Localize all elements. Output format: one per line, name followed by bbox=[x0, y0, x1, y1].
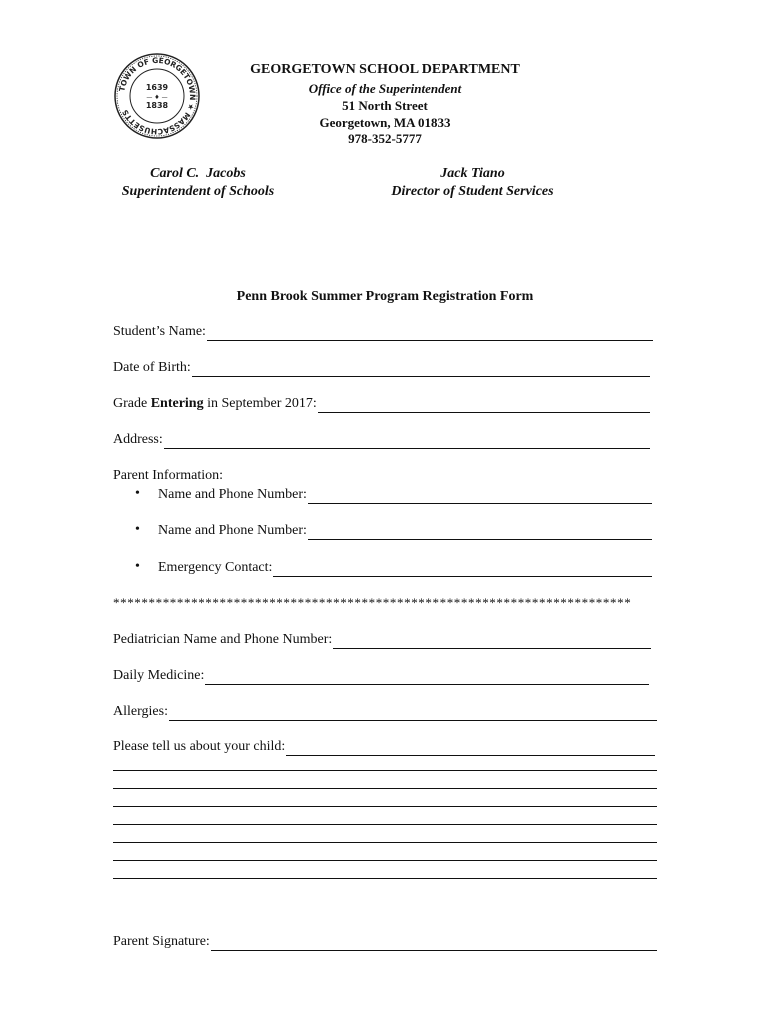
parent-signature-label: Parent Signature: bbox=[113, 934, 210, 949]
form-title: Penn Brook Summer Program Registration Form bbox=[236, 289, 534, 304]
parent-info-heading: Parent Information: bbox=[113, 468, 224, 483]
about-child-line[interactable] bbox=[113, 770, 657, 771]
daily-medicine-field[interactable] bbox=[113, 667, 649, 685]
parent-1-label: Name and Phone Number: bbox=[158, 487, 307, 502]
superintendent-title: Superintendent of Schools bbox=[121, 184, 275, 199]
daily-medicine-line[interactable] bbox=[205, 670, 649, 685]
parent-2-line[interactable] bbox=[308, 525, 652, 540]
bullet-icon: • bbox=[135, 559, 140, 574]
about-child-line[interactable] bbox=[113, 788, 657, 789]
dob-line[interactable] bbox=[192, 362, 650, 377]
student-name-line[interactable] bbox=[207, 326, 653, 341]
parent-2-label: Name and Phone Number: bbox=[158, 523, 307, 538]
about-child-line[interactable] bbox=[113, 842, 657, 843]
address-label: Address: bbox=[113, 432, 163, 447]
allergies-label: Allergies: bbox=[113, 704, 168, 719]
allergies-line[interactable] bbox=[169, 706, 657, 721]
grade-label: Grade Entering in September 2017: bbox=[113, 396, 317, 411]
superintendent-name: Carol C. Jacobs bbox=[150, 166, 246, 181]
emergency-contact-label: Emergency Contact: bbox=[158, 560, 273, 575]
pediatrician-line[interactable] bbox=[333, 634, 651, 649]
about-child-line[interactable] bbox=[113, 824, 657, 825]
about-child-line[interactable] bbox=[113, 806, 657, 807]
department-name: GEORGETOWN SCHOOL DEPARTMENT bbox=[250, 62, 520, 77]
emergency-contact-line[interactable] bbox=[273, 562, 652, 577]
about-child-line[interactable] bbox=[113, 878, 657, 879]
superintendent-block bbox=[103, 165, 293, 201]
parent-signature-field[interactable] bbox=[113, 933, 657, 951]
address-field[interactable] bbox=[113, 431, 650, 449]
parent-2-field[interactable] bbox=[158, 522, 652, 540]
parent-1-field[interactable] bbox=[158, 486, 652, 504]
parent-signature-line[interactable] bbox=[211, 936, 657, 951]
student-name-field[interactable] bbox=[113, 323, 653, 341]
svg-text:1639: 1639 bbox=[145, 83, 169, 92]
pediatrician-field[interactable] bbox=[113, 631, 651, 649]
allergies-field[interactable] bbox=[113, 703, 657, 721]
emergency-contact-field[interactable] bbox=[158, 559, 652, 577]
phone-number: 978-352-5777 bbox=[348, 131, 422, 146]
about-child-line[interactable] bbox=[286, 741, 655, 756]
student-name-label: Student’s Name: bbox=[113, 324, 206, 339]
address-line[interactable] bbox=[164, 434, 650, 449]
parent-1-line[interactable] bbox=[308, 489, 652, 504]
bullet-icon: • bbox=[135, 486, 140, 501]
daily-medicine-label: Daily Medicine: bbox=[113, 668, 205, 683]
svg-text:1838: 1838 bbox=[145, 101, 169, 110]
office-name: Office of the Superintendent bbox=[308, 81, 462, 96]
about-child-field[interactable] bbox=[113, 738, 655, 756]
svg-text:TOWN OF GEORGETOWN ★ MASSACHUS: TOWN OF GEORGETOWN ★ MASSACHUSETTS bbox=[117, 55, 198, 137]
director-block bbox=[370, 165, 575, 201]
director-title: Director of Student Services bbox=[391, 184, 554, 199]
pediatrician-label: Pediatrician Name and Phone Number: bbox=[113, 632, 333, 647]
dob-label: Date of Birth: bbox=[113, 360, 191, 375]
grade-line[interactable] bbox=[318, 398, 650, 413]
street-address: 51 North Street bbox=[342, 98, 428, 113]
grade-field[interactable] bbox=[113, 395, 650, 413]
dob-field[interactable] bbox=[113, 359, 650, 377]
city-address: Georgetown, MA 01833 bbox=[319, 115, 451, 130]
bullet-icon: • bbox=[135, 522, 140, 537]
about-child-line[interactable] bbox=[113, 860, 657, 861]
separator-line: ************************************************************************* bbox=[113, 595, 632, 610]
about-child-label: Please tell us about your child: bbox=[113, 739, 286, 754]
svg-text:— ♦ —: — ♦ — bbox=[146, 94, 168, 101]
director-name: Jack Tiano bbox=[440, 166, 505, 181]
